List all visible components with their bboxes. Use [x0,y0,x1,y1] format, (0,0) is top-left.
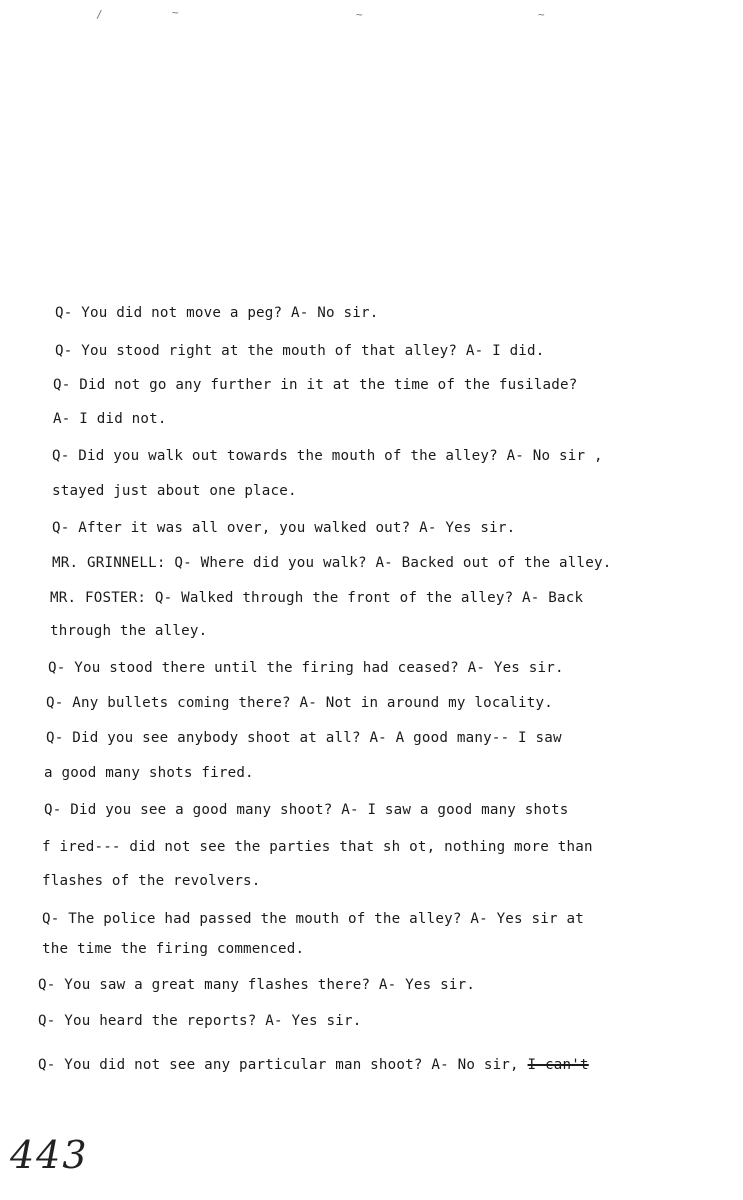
transcript-line: Q- You stood right at the mouth of that alley? A- I did. [55,343,545,359]
transcript-line: the time the firing commenced. [42,941,305,957]
transcript-line: Q- Did you walk out towards the mouth of the alley? A- No sir , [52,448,603,464]
transcript-line: MR. GRINNELL: Q- Where did you walk? A- Backed out of the alley. [52,555,612,571]
scan-mark: ~ [538,8,545,21]
transcript-line: Q- The police had passed the mouth of the alley? A- Yes sir at [42,911,584,927]
transcript-line: Q- You heard the reports? A- Yes sir. [38,1013,362,1029]
transcript-text: Q- You did not see any particular man shoot? A- No sir, [38,1057,519,1073]
transcript-line: stayed just about one place. [52,483,297,499]
scan-mark: ~ [356,8,363,21]
transcript-line: Q- Did you see anybody shoot at all? A- A good many-- I saw [46,730,562,746]
transcript-line: Q- You saw a great many flashes there? A- Yes sir. [38,977,476,993]
transcript-line: Q- Did you see a good many shoot? A- I saw a good many shots [44,802,569,818]
scan-mark: / [96,8,103,21]
struck-out-text: I can't [527,1057,589,1073]
transcript-line [38,1058,589,1072]
transcript-line: MR. FOSTER: Q- Walked through the front of the alley? A- Back [50,590,584,606]
scan-mark: ~ [172,6,179,19]
transcript-line: Q- You did not move a peg? A- No sir. [55,305,379,321]
page-number: 443 [10,1133,89,1177]
transcript-line: f ired--- did not see the parties that sh ot, nothing more than [42,839,593,855]
transcript-line: Q- Any bullets coming there? A- Not in around my locality. [46,695,554,711]
transcript-line: Q- Did not go any further in it at the time of the fusilade? [53,377,578,393]
transcript-line: Q- You stood there until the firing had ceased? A- Yes sir. [48,660,564,676]
transcript-line: flashes of the revolvers. [42,873,261,889]
transcript-line: Q- After it was all over, you walked out? A- Yes sir. [52,520,516,536]
transcript-line: a good many shots fired. [44,765,254,781]
transcript-line: through the alley. [50,623,208,639]
transcript-line: A- I did not. [53,411,167,427]
